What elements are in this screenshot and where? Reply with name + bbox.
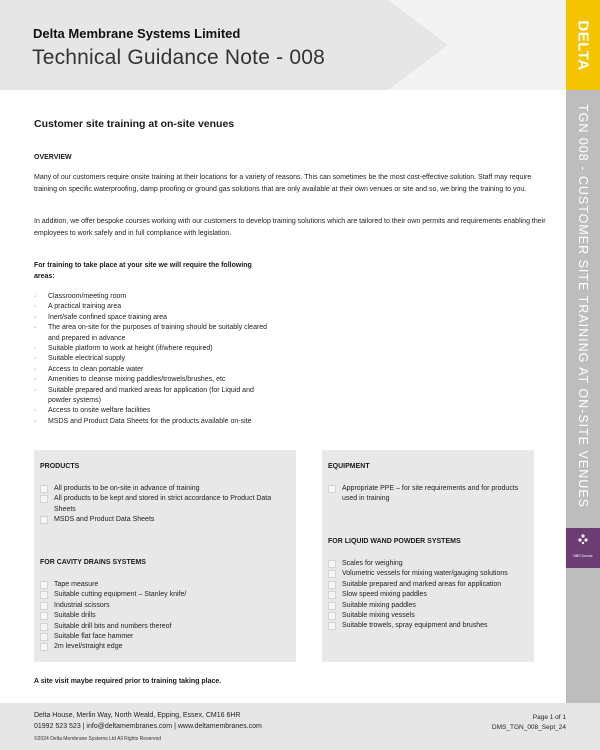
checklist-item-label: Suitable cutting equipment – Stanley knife/ (54, 591, 187, 599)
checkbox[interactable] (40, 495, 48, 503)
checklist-item[interactable] (328, 611, 518, 621)
checklist-item-label: Volumetric vessels for mixing water/gauging solutions (342, 570, 508, 578)
nbs-source-icon (577, 533, 589, 545)
checklist-item-label: All products to be on-site in advance of training (54, 485, 200, 492)
checklist-item[interactable] (328, 484, 526, 505)
checklist-item[interactable] (40, 484, 280, 494)
checklist-item[interactable] (328, 590, 518, 600)
delta-logo-text: DELTA (574, 19, 592, 71)
checkbox[interactable] (328, 560, 336, 568)
checklist-item-label: Slow speed mixing paddles (342, 591, 427, 599)
checklist-item-label: 2m level/straight edge (54, 643, 123, 651)
checklist-item[interactable] (40, 601, 280, 611)
liquid-systems-checklist (328, 559, 518, 632)
list-item: · Suitable prepared and marked areas for application (for Liquid and powder systems) (34, 386, 264, 407)
header-arrow (388, 0, 448, 90)
equipment-checklist (328, 484, 526, 505)
checklist-item[interactable] (328, 559, 518, 569)
closing-note: A site visit maybe required prior to training taking place. (34, 678, 222, 685)
requirements-list (34, 292, 294, 427)
checklist-item-label: Tape measure (54, 581, 99, 588)
list-item: · Suitable platform to work at height (if/where required) (34, 344, 294, 354)
checklist-item-label: Suitable trowels, spray equipment and brushes (342, 622, 488, 630)
checklist-item[interactable] (328, 569, 518, 579)
side-title-text: TGN 008 - CUSTOMER SITE TRAINING AT ON-SITE VENUES (576, 103, 590, 508)
overview-heading: OVERVIEW (34, 154, 72, 161)
checklist-item[interactable] (328, 580, 518, 590)
company-name: Delta Membrane Systems Limited (33, 26, 241, 41)
liquid-systems-heading: FOR LIQUID WAND POWDER SYSTEMS (328, 538, 461, 545)
page-title: Technical Guidance Note - 008 (32, 46, 325, 69)
products-heading: PRODUCTS (40, 463, 80, 470)
checklist-item-label: Industrial scissors (54, 601, 110, 609)
checkbox[interactable] (328, 612, 336, 620)
list-item: · Access to onsite welfare facilities (34, 406, 294, 416)
checkbox[interactable] (328, 581, 336, 589)
checklist-item-label: Suitable mixing vessels (342, 612, 415, 620)
list-item: · Inert/safe confined space training area (34, 313, 294, 323)
checklist-item-label: MSDS and Product Data Sheets (54, 516, 155, 524)
checklist-item[interactable] (40, 632, 280, 642)
checkbox[interactable] (40, 581, 48, 589)
footer-contact: 01992 523 523 | info@deltamembranes.com | www.deltamembranes.com (34, 723, 262, 730)
checkbox[interactable] (40, 591, 48, 599)
checklist-item[interactable] (328, 621, 518, 631)
checklist-item[interactable] (40, 590, 280, 600)
checklist-item[interactable] (40, 494, 280, 515)
delta-logo (566, 0, 600, 90)
checklist-item-label: Suitable mixing paddles (342, 601, 416, 609)
checklist-item-label: Scales for weighing (342, 560, 403, 567)
list-item: · Access to clean portable water (34, 365, 294, 375)
section-title: Customer site training at on-site venues (34, 118, 235, 130)
products-checklist (40, 484, 280, 526)
footer-address: Delta House, Merlin Way, North Weald, Epping, Essex, CM16 6HR (34, 712, 241, 719)
list-item: · The area on-site for the purposes of training should be suitably cleared and prepared in advance (34, 323, 274, 344)
list-item: · MSDS and Product Data Sheets for the products available on-site (34, 417, 284, 427)
equipment-heading: EQUIPMENT (328, 463, 370, 470)
checklist-item-label: All products to be kept and stored in strict accordance to Product Data Sheets (54, 495, 272, 513)
nbs-source-label: NBS Source (573, 554, 593, 558)
checkbox[interactable] (40, 612, 48, 620)
footer-copyright: ©2024 Delta Membrane Systems Ltd All Rights Reserved (34, 736, 162, 742)
checkbox[interactable] (40, 633, 48, 641)
list-item: · A practical training area (34, 302, 294, 312)
checklist-item[interactable] (328, 601, 518, 611)
checklist-item-label: Suitable drill bits and numbers thereof (54, 622, 172, 630)
cavity-drains-heading: FOR CAVITY DRAINS SYSTEMS (40, 559, 146, 566)
checklist-item[interactable] (40, 622, 280, 632)
checkbox[interactable] (328, 570, 336, 578)
list-item: · Suitable electrical supply (34, 354, 294, 364)
checkbox[interactable] (328, 622, 336, 630)
page-number: Page 1 of 1 (532, 714, 566, 721)
checklist-item[interactable] (40, 611, 280, 621)
checklist-item[interactable] (40, 642, 280, 652)
overview-paragraph-2: In addition, we offer bespoke courses working with our customers to develop training solutions which are tailored to their own permits and requirements enabling their employees to work safely and in full compliance with legislation. (34, 218, 546, 237)
checklist-item[interactable] (40, 515, 280, 525)
checklist-item-label: Suitable flat face hammer (54, 633, 134, 641)
overview-paragraph-1: Many of our customers require onsite training at their locations for a variety of reasons. This can sometimes be the most cost-effective solution. Staff may require training on specific waterproofing, damp proofing or ground gas solutions that are only available at their own venues or site and so, we bring the training to you. (34, 174, 532, 193)
side-title (566, 103, 600, 508)
checkbox[interactable] (328, 602, 336, 610)
requirements-heading: For training to take place at your site we will require the following areas: (34, 262, 252, 280)
checkbox[interactable] (40, 602, 48, 610)
document-reference: DMS_TGN_008_Sept_24 (491, 724, 566, 731)
checkbox[interactable] (328, 485, 336, 493)
checkbox[interactable] (328, 591, 336, 599)
checklist-item[interactable] (40, 580, 280, 590)
list-item: · Classroom/meeting room (34, 292, 294, 302)
checkbox[interactable] (40, 485, 48, 493)
checkbox[interactable] (40, 516, 48, 524)
checklist-item-label: Suitable prepared and marked areas for application (342, 580, 502, 588)
checkbox[interactable] (40, 643, 48, 651)
checklist-item-label: Appropriate PPE – for site requirements and for products used in training (342, 485, 519, 503)
checklist-item-label: Suitable drills (54, 612, 96, 620)
checkbox[interactable] (40, 623, 48, 631)
cavity-drains-checklist (40, 580, 280, 653)
list-item: · Amenities to cleanse mixing paddles/trowels/brushes, etc (34, 375, 294, 385)
